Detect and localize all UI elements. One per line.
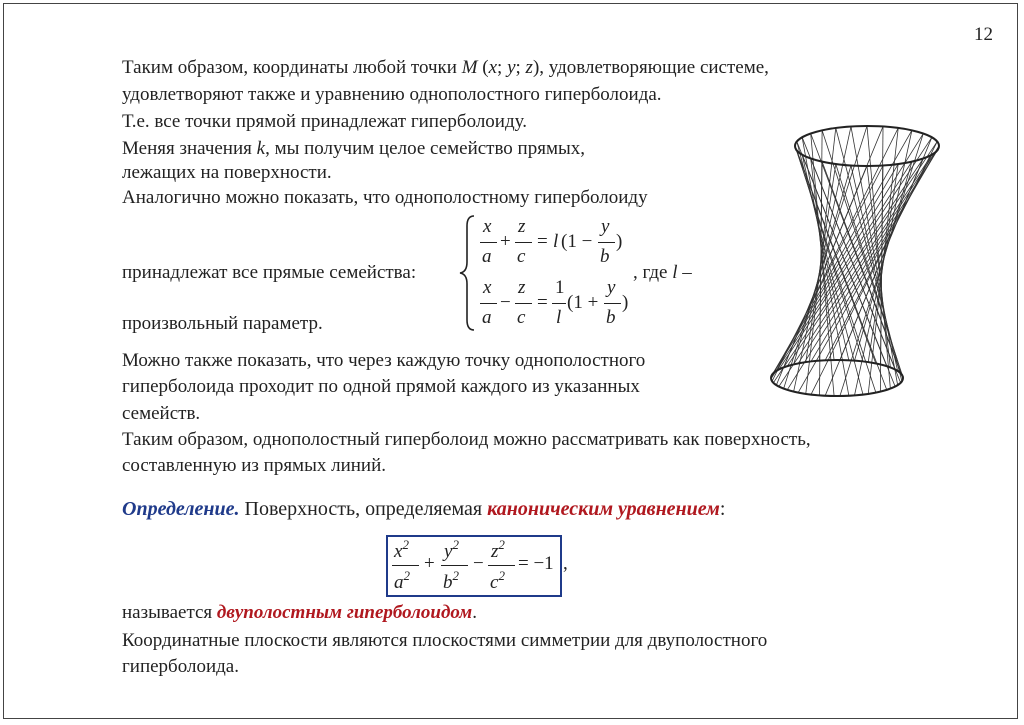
eq1-l: l xyxy=(553,231,559,252)
eq2-frac-bar xyxy=(604,303,621,304)
top-rim xyxy=(795,126,939,166)
eq1-a: a xyxy=(482,246,492,267)
can-rhs: = −1 xyxy=(518,553,554,574)
can-plus: + xyxy=(424,553,435,574)
text: , где xyxy=(633,262,673,283)
line-last-b: гиперболоида. xyxy=(122,656,239,677)
eq1-x: x xyxy=(483,216,492,237)
text: b xyxy=(443,572,453,593)
eq2-y: y xyxy=(607,277,616,298)
var-l: l xyxy=(672,262,678,283)
line-last-a: Координатные плоскости являются плоскостями симметрии для двуполостного xyxy=(122,630,768,651)
eq1-close: ) xyxy=(616,231,623,252)
var-y: y xyxy=(507,57,516,78)
line-9: Можно также показать, что через каждую точку однополостного xyxy=(122,350,646,371)
eq2-eq: = xyxy=(537,292,548,313)
text: , мы получим целое семейство прямых, xyxy=(265,138,586,159)
line-8: произвольный параметр. xyxy=(122,313,323,334)
eq1-y: y xyxy=(601,216,610,237)
text: ; xyxy=(515,57,526,78)
eq1-frac-bar xyxy=(480,242,497,243)
text: Таким образом, координаты любой точки xyxy=(122,57,462,78)
line-11: семейств. xyxy=(122,403,201,424)
text: . xyxy=(472,602,477,623)
text: называется xyxy=(122,602,217,623)
where-text xyxy=(633,262,692,284)
var-M: M xyxy=(461,57,478,78)
eq2-frac-bar xyxy=(515,303,532,304)
eq2-close: ) xyxy=(622,292,629,313)
eq2-l: l xyxy=(556,307,562,328)
text: x xyxy=(394,541,403,562)
definition-line xyxy=(122,498,725,520)
emphasis-text: двуполостным гиперболоидом xyxy=(216,602,473,623)
can-c xyxy=(490,568,505,594)
eq1-paren: (1 − xyxy=(561,231,593,252)
text: ( xyxy=(477,57,489,78)
text: a xyxy=(394,572,404,593)
can-comma: , xyxy=(563,553,568,574)
bottom-rim xyxy=(771,360,903,396)
eq2-frac-bar xyxy=(552,303,566,304)
ruling-line xyxy=(825,137,932,395)
text: c xyxy=(490,572,499,593)
eq2-frac-bar xyxy=(480,303,497,304)
exponent: 2 xyxy=(498,537,505,552)
line-2: удовлетворяют также и уравнению однополостного гиперболоида. xyxy=(122,84,662,105)
text: ), удовлетворяющие системе, xyxy=(532,57,769,78)
eq2-a: a xyxy=(482,307,492,328)
text: : xyxy=(719,498,726,520)
ruling-line xyxy=(779,137,932,369)
named-line xyxy=(122,602,477,624)
line-5: лежащих на поверхности. xyxy=(122,162,332,183)
line-1 xyxy=(122,57,769,79)
eq1-frac-bar xyxy=(515,242,532,243)
eq2-x: x xyxy=(483,277,492,298)
var-k: k xyxy=(256,138,266,159)
exponent: 2 xyxy=(452,568,459,583)
text: ; xyxy=(497,57,508,78)
exponent: 2 xyxy=(498,568,505,583)
exponent: 2 xyxy=(452,537,459,552)
line-6: Аналогично можно показать, что однополостному гиперболоиду xyxy=(122,187,648,208)
can-frac-bar xyxy=(441,565,468,566)
var-x: x xyxy=(488,57,498,78)
can-a xyxy=(394,568,410,594)
can-x xyxy=(394,537,409,563)
var-z: z xyxy=(525,57,533,78)
exponent: 2 xyxy=(402,537,409,552)
text: Поверхность, определяемая xyxy=(239,498,488,520)
eq2-minus: − xyxy=(500,292,511,313)
hyperboloid-figure xyxy=(755,110,955,410)
text: – xyxy=(677,262,692,283)
eq1-eq: = xyxy=(537,231,548,252)
eq1-plus: + xyxy=(500,231,511,252)
eq1-frac-bar xyxy=(598,242,615,243)
page-number: 12 xyxy=(974,24,993,45)
eq2-c: c xyxy=(517,307,526,328)
eq1-z: z xyxy=(518,216,526,237)
eq1-c: c xyxy=(517,246,526,267)
eq2-z: z xyxy=(518,277,526,298)
can-frac-bar xyxy=(392,565,419,566)
definition-label: Определение. xyxy=(122,498,240,520)
text: z xyxy=(491,541,499,562)
line-7: принадлежат все прямые семейства: xyxy=(122,262,417,283)
can-frac-bar xyxy=(488,565,515,566)
text: Меняя значения xyxy=(122,138,257,159)
can-minus: − xyxy=(473,553,484,574)
can-b xyxy=(443,568,459,594)
line-4 xyxy=(122,138,585,160)
line-12: Таким образом, однополостный гиперболоид можно рассматривать как поверхность, xyxy=(122,429,811,450)
line-3: Т.е. все точки прямой принадлежат гиперболоиду. xyxy=(122,111,527,132)
eq2-one: 1 xyxy=(555,277,565,298)
can-y xyxy=(444,537,459,563)
can-z xyxy=(491,537,505,563)
exponent: 2 xyxy=(403,568,410,583)
curly-brace xyxy=(458,214,478,332)
text: y xyxy=(444,541,453,562)
line-13: составленную из прямых линий. xyxy=(122,455,386,476)
eq2-paren: (1 + xyxy=(567,292,599,313)
line-10: гиперболоида проходит по одной прямой каждого из указанных xyxy=(122,376,640,397)
eq1-b: b xyxy=(600,246,610,267)
emphasis-text: каноническим уравнением xyxy=(487,498,720,520)
eq2-b: b xyxy=(606,307,616,328)
